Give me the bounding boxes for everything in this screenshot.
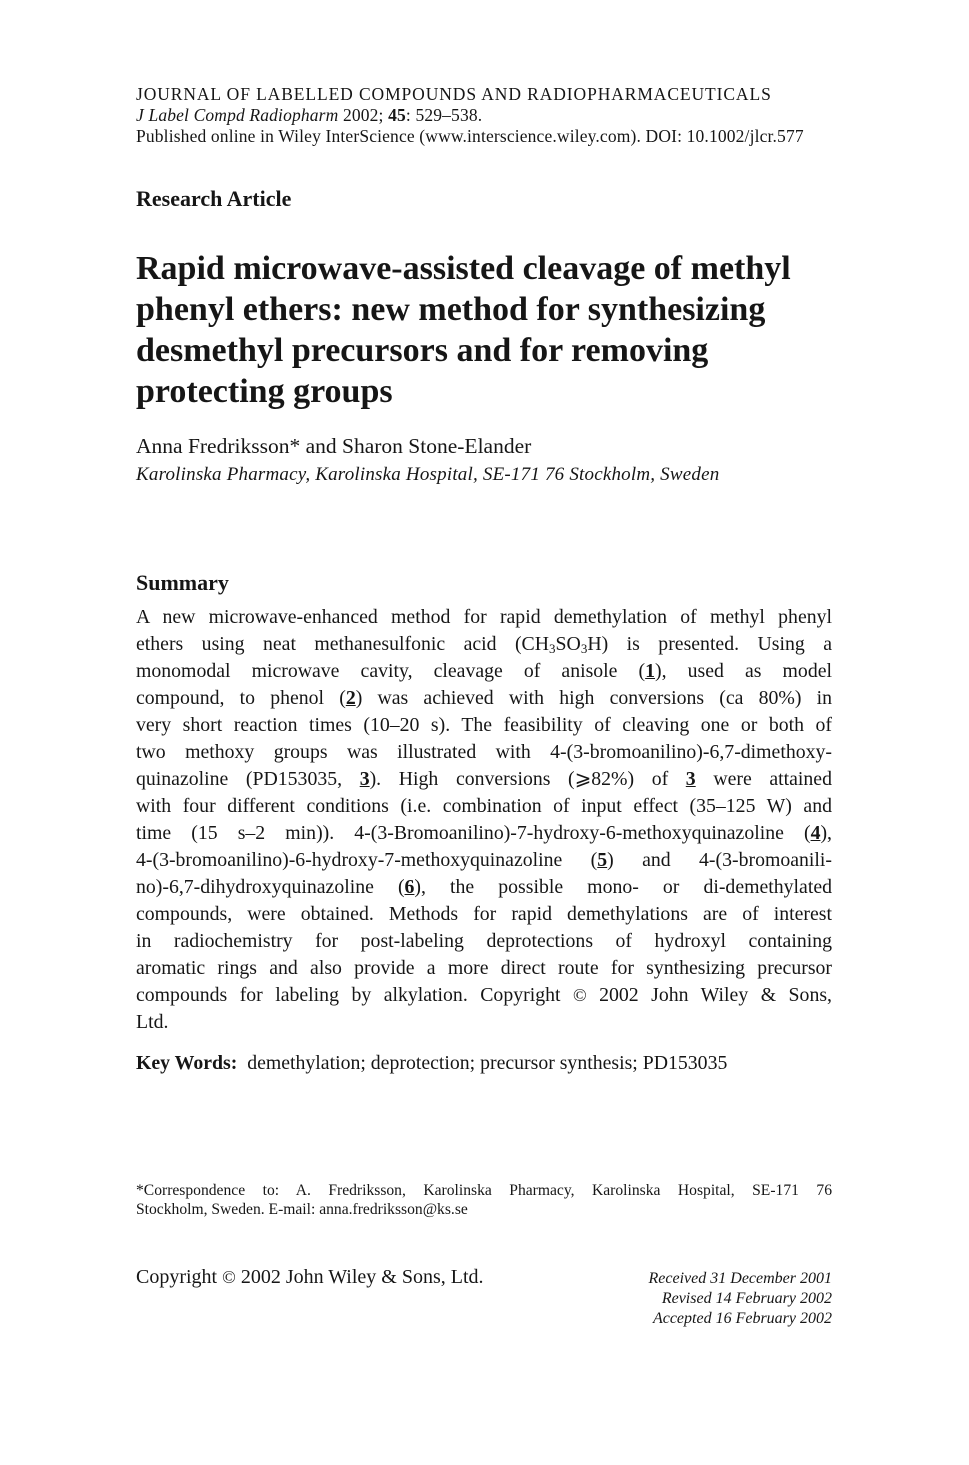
summary-line — [136, 685, 832, 712]
copyright-symbol: © — [572, 985, 587, 1005]
text-run: 2002 John Wiley & Sons, — [586, 984, 832, 1006]
text-run: very short reaction times (10–20 s). The feasibility of cleaving one or both of — [136, 714, 832, 736]
text-run: were attained — [695, 768, 832, 790]
summary-line — [136, 1009, 832, 1036]
text-run: quinazoline (PD153035, — [136, 768, 360, 790]
text-run: two methoxy groups was illustrated with 4-(3-bromoanilino)-6,7-dimethoxy- — [136, 741, 832, 763]
summary-line — [136, 982, 832, 1009]
text-run: ), the possible mono- or di-demethylated — [414, 876, 832, 898]
text-run: in radiochemistry for post-labeling deprotections of hydroxyl containing — [136, 930, 832, 952]
summary-line — [136, 631, 832, 658]
text-run: SO — [555, 633, 581, 655]
compound-number: 3 — [685, 768, 696, 790]
summary-line — [136, 712, 832, 739]
summary-heading: Summary — [136, 570, 229, 595]
summary-text — [136, 604, 832, 1036]
keywords-label: Key Words: — [136, 1052, 238, 1074]
article-dates — [649, 1269, 832, 1329]
text-run: Ltd. — [136, 1011, 169, 1033]
affiliation: Karolinska Pharmacy, Karolinska Hospital, SE-171 76 Stockholm, Sweden — [136, 464, 720, 485]
compound-number: 3 — [359, 768, 370, 790]
journal-name: JOURNAL OF LABELLED COMPOUNDS AND RADIOPHARMACEUTICALS — [136, 84, 772, 104]
journal-pages: : 529–538. — [405, 105, 483, 125]
keywords — [136, 1052, 727, 1075]
text-run: aromatic rings and also provide a more direct route for synthesizing precursor — [136, 957, 832, 979]
correspondence-line: *Correspondence to: A. Fredriksson, Karolinska Pharmacy, Karolinska Hospital, SE-171 76 — [136, 1182, 832, 1199]
compound-number: 1 — [645, 660, 656, 682]
title-line: protecting groups — [136, 373, 393, 410]
publication-line: Published online in Wiley InterScience (www.interscience.wiley.com). DOI: 10.1002/jlcr.577 — [136, 126, 804, 146]
subscript: 3 — [580, 641, 588, 656]
text-run: compound, to phenol ( — [136, 687, 346, 709]
correspondence — [136, 1181, 832, 1219]
authors: Anna Fredriksson* and Sharon Stone-Elander — [136, 434, 532, 458]
text-run: with four different conditions (i.e. combination of input effect (35–125 W) and — [136, 795, 832, 817]
received-date: Received 31 December 2001 — [648, 1270, 832, 1287]
text-run: ), used as model — [655, 660, 832, 682]
text-run: Copyright — [136, 1266, 223, 1288]
text-run: compounds, were obtained. Methods for rapid demethylations are of interest — [136, 903, 832, 925]
text-run: A new microwave-enhanced method for rapid demethylation of methyl phenyl — [136, 606, 832, 628]
text-run: 2002 John Wiley & Sons, Ltd. — [235, 1266, 484, 1288]
compound-number: 5 — [597, 849, 608, 871]
article-title — [136, 248, 846, 412]
summary-line — [136, 793, 832, 820]
subscript: 3 — [549, 641, 556, 656]
revised-date: Revised 14 February 2002 — [661, 1290, 832, 1307]
summary-line — [136, 874, 832, 901]
title-line: desmethyl precursors and for removing — [136, 332, 709, 369]
article-type: Research Article — [136, 186, 292, 211]
text-run: ) was achieved with high conversions (ca 80%) in — [355, 687, 832, 709]
keywords-text: demethylation; deprotection; precursor synthesis; PD153035 — [247, 1052, 728, 1074]
summary-line — [136, 766, 832, 793]
title-line: phenyl ethers: new method for synthesizing — [136, 291, 766, 328]
text-run: no)-6,7-dihydroxyquinazoline ( — [136, 876, 405, 898]
summary-line — [136, 847, 832, 874]
journal-volume: 45 — [388, 105, 406, 125]
text-run: ). High conversions (⩾82%) of — [369, 768, 686, 790]
summary-line — [136, 820, 832, 847]
summary-line — [136, 928, 832, 955]
text-run: H) is presented. Using a — [587, 633, 832, 655]
text-run: compounds for labeling by alkylation. Copyright — [136, 984, 573, 1006]
journal-header — [136, 84, 832, 147]
journal-citation — [136, 105, 832, 126]
summary-line — [136, 658, 832, 685]
text-run: monomodal microwave cavity, cleavage of anisole ( — [136, 660, 646, 682]
summary-line — [136, 604, 832, 631]
text-run: time (15 s–2 min)). 4-(3-Bromoanilino)-7-hydroxy-6-methoxyquinazoline ( — [136, 822, 811, 844]
title-line: Rapid microwave-assisted cleavage of methyl — [136, 250, 791, 287]
summary-line — [136, 739, 832, 766]
summary-line — [136, 901, 832, 928]
text-run: ), — [820, 822, 832, 844]
compound-number: 2 — [345, 687, 356, 709]
compound-number: 4 — [810, 822, 821, 844]
compound-number: 6 — [404, 876, 415, 898]
accepted-date: Accepted 16 February 2002 — [652, 1310, 832, 1327]
correspondence-line: Stockholm, Sweden. E-mail: anna.fredriksson@ks.se — [136, 1201, 468, 1218]
text-run: ) and 4-(3-bromoanili- — [607, 849, 832, 871]
text-run: ethers using neat methanesulfonic acid (CH — [136, 633, 550, 655]
journal-year: 2002; — [342, 105, 384, 125]
footer-copyright — [136, 1266, 484, 1289]
journal-abbrev: J Label Compd Radiopharm — [136, 105, 339, 125]
text-run: 4-(3-bromoanilino)-6-hydroxy-7-methoxyquinazoline ( — [136, 849, 598, 871]
summary-line — [136, 955, 832, 982]
copyright-symbol: © — [222, 1267, 236, 1287]
